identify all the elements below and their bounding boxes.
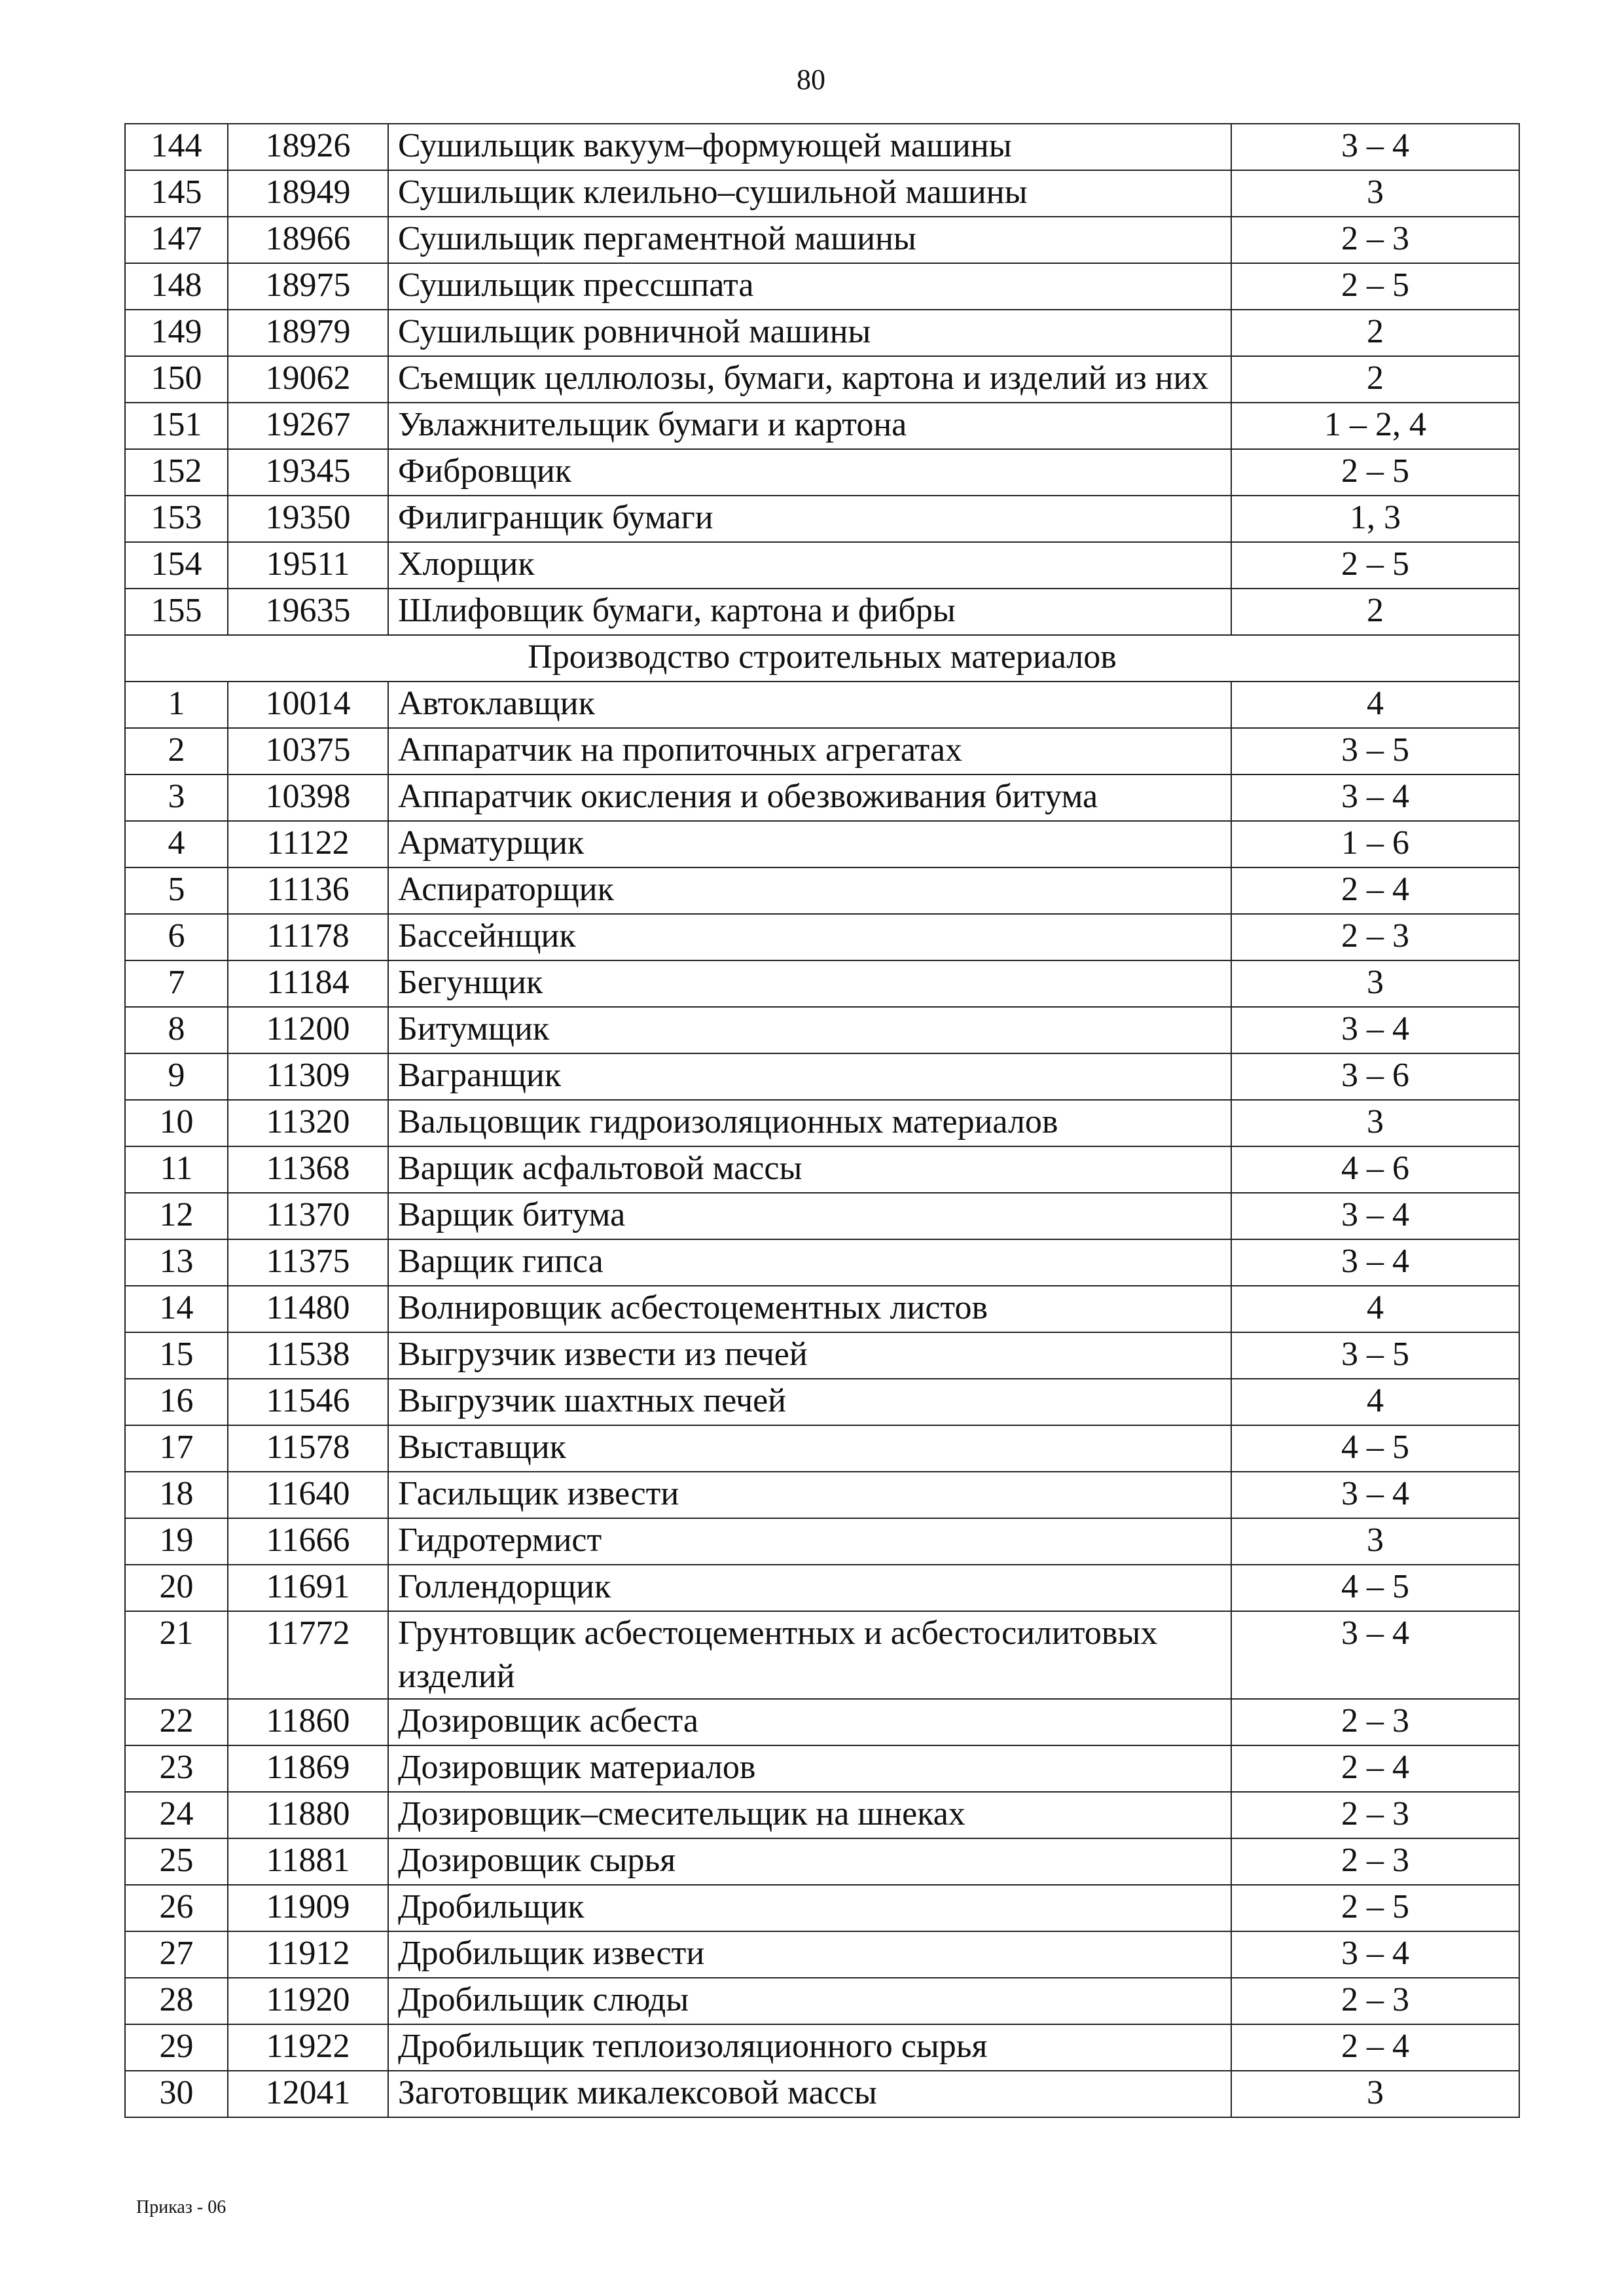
profession-code: 19511 (228, 542, 388, 589)
row-number: 1 (125, 682, 228, 728)
table-row (125, 217, 1519, 263)
profession-code: 19635 (228, 589, 388, 635)
table-row (125, 1745, 1519, 1792)
grade-range: 2 – 5 (1231, 449, 1519, 496)
profession-name: Дозировщик асбеста (388, 1699, 1231, 1745)
row-number: 153 (125, 496, 228, 542)
row-number: 155 (125, 589, 228, 635)
profession-name: Битумщик (388, 1007, 1231, 1053)
profession-code: 11184 (228, 960, 388, 1007)
profession-code: 11538 (228, 1332, 388, 1379)
row-number: 6 (125, 914, 228, 960)
profession-name: Дробильщик (388, 1885, 1231, 1931)
grade-range: 1 – 6 (1231, 821, 1519, 867)
profession-code: 18926 (228, 124, 388, 170)
profession-name: Варщик битума (388, 1193, 1231, 1239)
profession-name: Шлифовщик бумаги, картона и фибры (388, 589, 1231, 635)
row-number: 21 (125, 1611, 228, 1699)
row-number: 23 (125, 1745, 228, 1792)
grade-range: 2 – 4 (1231, 1745, 1519, 1792)
row-number: 28 (125, 1978, 228, 2024)
row-number: 12 (125, 1193, 228, 1239)
profession-name: Выставщик (388, 1425, 1231, 1472)
profession-code: 10014 (228, 682, 388, 728)
section-heading: Производство строительных материалов (125, 635, 1519, 682)
profession-name: Грунтовщик асбестоцементных и асбестосилитовых изделий (388, 1611, 1231, 1699)
profession-code: 19267 (228, 403, 388, 449)
profession-name: Дозировщик сырья (388, 1838, 1231, 1885)
grade-range: 2 (1231, 589, 1519, 635)
profession-code: 10398 (228, 774, 388, 821)
table-row (125, 1472, 1519, 1518)
profession-code: 19350 (228, 496, 388, 542)
table-body-building-materials-section (125, 682, 1519, 2117)
profession-name: Сушильщик пергаментной машины (388, 217, 1231, 263)
grade-range: 3 – 4 (1231, 1007, 1519, 1053)
row-number: 152 (125, 449, 228, 496)
row-number: 7 (125, 960, 228, 1007)
page-number: 80 (797, 64, 825, 96)
table-row (125, 1565, 1519, 1611)
grade-range: 2 – 3 (1231, 217, 1519, 263)
table-row (125, 1931, 1519, 1978)
table-row (125, 960, 1519, 1007)
table-row (125, 682, 1519, 728)
profession-name: Увлажнительщик бумаги и картона (388, 403, 1231, 449)
profession-code: 11666 (228, 1518, 388, 1565)
profession-name: Дробильщик слюды (388, 1978, 1231, 2024)
table-row (125, 1286, 1519, 1332)
profession-table (124, 123, 1520, 2118)
table-row (125, 914, 1519, 960)
profession-code: 11480 (228, 1286, 388, 1332)
table-row (125, 1193, 1519, 1239)
row-number: 19 (125, 1518, 228, 1565)
table-row (125, 1053, 1519, 1100)
grade-range: 2 (1231, 310, 1519, 356)
grade-range: 4 (1231, 1379, 1519, 1425)
table-row (125, 1838, 1519, 1885)
row-number: 151 (125, 403, 228, 449)
table-row (125, 867, 1519, 914)
profession-name: Варщик асфальтовой массы (388, 1146, 1231, 1193)
table-row (125, 1332, 1519, 1379)
profession-name: Сушильщик ровничной машины (388, 310, 1231, 356)
profession-code: 11880 (228, 1792, 388, 1838)
row-number: 13 (125, 1239, 228, 1286)
profession-code: 19345 (228, 449, 388, 496)
row-number: 5 (125, 867, 228, 914)
grade-range: 1, 3 (1231, 496, 1519, 542)
profession-name: Арматурщик (388, 821, 1231, 867)
grade-range: 2 – 5 (1231, 542, 1519, 589)
table-row (125, 1699, 1519, 1745)
row-number: 9 (125, 1053, 228, 1100)
row-number: 18 (125, 1472, 228, 1518)
table-row (125, 356, 1519, 403)
row-number: 2 (125, 728, 228, 774)
table-row (125, 124, 1519, 170)
profession-code: 11922 (228, 2024, 388, 2071)
row-number: 20 (125, 1565, 228, 1611)
grade-range: 2 – 5 (1231, 1885, 1519, 1931)
profession-code: 11200 (228, 1007, 388, 1053)
profession-code: 11375 (228, 1239, 388, 1286)
profession-code: 11640 (228, 1472, 388, 1518)
row-number: 30 (125, 2071, 228, 2117)
grade-range: 3 (1231, 2071, 1519, 2117)
table-row (125, 449, 1519, 496)
grade-range: 3 – 5 (1231, 728, 1519, 774)
profession-code: 19062 (228, 356, 388, 403)
profession-name: Гидротермист (388, 1518, 1231, 1565)
table-row (125, 1978, 1519, 2024)
section-heading-row (125, 635, 1519, 682)
row-number: 10 (125, 1100, 228, 1146)
grade-range: 3 – 4 (1231, 1931, 1519, 1978)
profession-code: 11546 (228, 1379, 388, 1425)
row-number: 29 (125, 2024, 228, 2071)
grade-range: 2 – 5 (1231, 263, 1519, 310)
table-row (125, 1100, 1519, 1146)
grade-range: 3 – 6 (1231, 1053, 1519, 1100)
grade-range: 3 – 4 (1231, 1239, 1519, 1286)
row-number: 4 (125, 821, 228, 867)
profession-code: 11368 (228, 1146, 388, 1193)
grade-range: 2 – 4 (1231, 2024, 1519, 2071)
profession-name: Сушильщик вакуум–формующей машины (388, 124, 1231, 170)
row-number: 154 (125, 542, 228, 589)
table-row (125, 1425, 1519, 1472)
profession-name: Вагранщик (388, 1053, 1231, 1100)
profession-code: 11309 (228, 1053, 388, 1100)
profession-code: 11370 (228, 1193, 388, 1239)
row-number: 27 (125, 1931, 228, 1978)
profession-code: 11691 (228, 1565, 388, 1611)
grade-range: 4 – 5 (1231, 1565, 1519, 1611)
profession-code: 18949 (228, 170, 388, 217)
grade-range: 4 (1231, 1286, 1519, 1332)
grade-range: 3 (1231, 170, 1519, 217)
table-row (125, 1239, 1519, 1286)
table-body-section-heading (125, 635, 1519, 682)
profession-code: 11122 (228, 821, 388, 867)
table-row (125, 403, 1519, 449)
table-row (125, 1379, 1519, 1425)
profession-name: Вальцовщик гидроизоляционных материалов (388, 1100, 1231, 1146)
profession-name: Заготовщик микалексовой массы (388, 2071, 1231, 2117)
row-number: 17 (125, 1425, 228, 1472)
footer-note: Приказ - 06 (136, 2197, 226, 2217)
table-row (125, 310, 1519, 356)
row-number: 144 (125, 124, 228, 170)
profession-code: 11578 (228, 1425, 388, 1472)
row-number: 24 (125, 1792, 228, 1838)
profession-name: Аппаратчик на пропиточных агрегатах (388, 728, 1231, 774)
profession-name: Хлорщик (388, 542, 1231, 589)
table-row (125, 1792, 1519, 1838)
table-row (125, 589, 1519, 635)
row-number: 14 (125, 1286, 228, 1332)
profession-code: 11912 (228, 1931, 388, 1978)
row-number: 150 (125, 356, 228, 403)
profession-name: Дробильщик теплоизоляционного сырья (388, 2024, 1231, 2071)
profession-code: 11920 (228, 1978, 388, 2024)
grade-range: 2 – 3 (1231, 1838, 1519, 1885)
table-row (125, 728, 1519, 774)
profession-name: Варщик гипса (388, 1239, 1231, 1286)
profession-name: Сушильщик клеильно–сушильной машины (388, 170, 1231, 217)
table-row (125, 170, 1519, 217)
table-row (125, 1146, 1519, 1193)
profession-code: 11909 (228, 1885, 388, 1931)
row-number: 8 (125, 1007, 228, 1053)
table-row (125, 774, 1519, 821)
grade-range: 4 (1231, 682, 1519, 728)
row-number: 22 (125, 1699, 228, 1745)
profession-code: 11178 (228, 914, 388, 960)
profession-name: Сушильщик прессшпата (388, 263, 1231, 310)
table-row (125, 1518, 1519, 1565)
table-row (125, 1885, 1519, 1931)
profession-name: Выгрузчик шахтных печей (388, 1379, 1231, 1425)
profession-name: Бегунщик (388, 960, 1231, 1007)
grade-range: 2 – 3 (1231, 1978, 1519, 2024)
grade-range: 4 – 5 (1231, 1425, 1519, 1472)
profession-code: 11772 (228, 1611, 388, 1699)
profession-name: Аппаратчик окисления и обезвоживания битума (388, 774, 1231, 821)
profession-code: 18975 (228, 263, 388, 310)
profession-name: Выгрузчик извести из печей (388, 1332, 1231, 1379)
grade-range: 3 – 4 (1231, 1472, 1519, 1518)
grade-range: 2 (1231, 356, 1519, 403)
table-row (125, 542, 1519, 589)
grade-range: 3 (1231, 960, 1519, 1007)
profession-name: Бассейнщик (388, 914, 1231, 960)
profession-name: Аспираторщик (388, 867, 1231, 914)
profession-name: Автоклавщик (388, 682, 1231, 728)
table-row (125, 1611, 1519, 1699)
profession-code: 12041 (228, 2071, 388, 2117)
row-number: 148 (125, 263, 228, 310)
grade-range: 3 – 4 (1231, 124, 1519, 170)
profession-name: Фибровщик (388, 449, 1231, 496)
grade-range: 3 – 4 (1231, 1611, 1519, 1699)
table-row (125, 2024, 1519, 2071)
profession-code: 11860 (228, 1699, 388, 1745)
grade-range: 3 (1231, 1518, 1519, 1565)
row-number: 11 (125, 1146, 228, 1193)
grade-range: 3 – 4 (1231, 774, 1519, 821)
table-row (125, 2071, 1519, 2117)
grade-range: 3 – 5 (1231, 1332, 1519, 1379)
row-number: 149 (125, 310, 228, 356)
profession-code: 18979 (228, 310, 388, 356)
row-number: 16 (125, 1379, 228, 1425)
profession-code: 11136 (228, 867, 388, 914)
profession-name: Волнировщик асбестоцементных листов (388, 1286, 1231, 1332)
table-row (125, 821, 1519, 867)
grade-range: 2 – 3 (1231, 1792, 1519, 1838)
profession-code: 11320 (228, 1100, 388, 1146)
profession-name: Филигранщик бумаги (388, 496, 1231, 542)
grade-range: 2 – 3 (1231, 914, 1519, 960)
row-number: 147 (125, 217, 228, 263)
profession-name: Дробильщик извести (388, 1931, 1231, 1978)
grade-range: 3 – 4 (1231, 1193, 1519, 1239)
row-number: 15 (125, 1332, 228, 1379)
profession-name: Дозировщик–смесительщик на шнеках (388, 1792, 1231, 1838)
grade-range: 3 (1231, 1100, 1519, 1146)
table-row (125, 1007, 1519, 1053)
row-number: 25 (125, 1838, 228, 1885)
profession-code: 11869 (228, 1745, 388, 1792)
table-row (125, 496, 1519, 542)
profession-code: 18966 (228, 217, 388, 263)
row-number: 3 (125, 774, 228, 821)
table-body-paper-section (125, 124, 1519, 635)
table-row (125, 263, 1519, 310)
profession-name: Дозировщик материалов (388, 1745, 1231, 1792)
profession-name: Съемщик целлюлозы, бумаги, картона и изделий из них (388, 356, 1231, 403)
profession-code: 10375 (228, 728, 388, 774)
row-number: 145 (125, 170, 228, 217)
grade-range: 2 – 3 (1231, 1699, 1519, 1745)
grade-range: 2 – 4 (1231, 867, 1519, 914)
profession-code: 11881 (228, 1838, 388, 1885)
row-number: 26 (125, 1885, 228, 1931)
grade-range: 1 – 2, 4 (1231, 403, 1519, 449)
grade-range: 4 – 6 (1231, 1146, 1519, 1193)
profession-name: Голлендорщик (388, 1565, 1231, 1611)
profession-name: Гасильщик извести (388, 1472, 1231, 1518)
